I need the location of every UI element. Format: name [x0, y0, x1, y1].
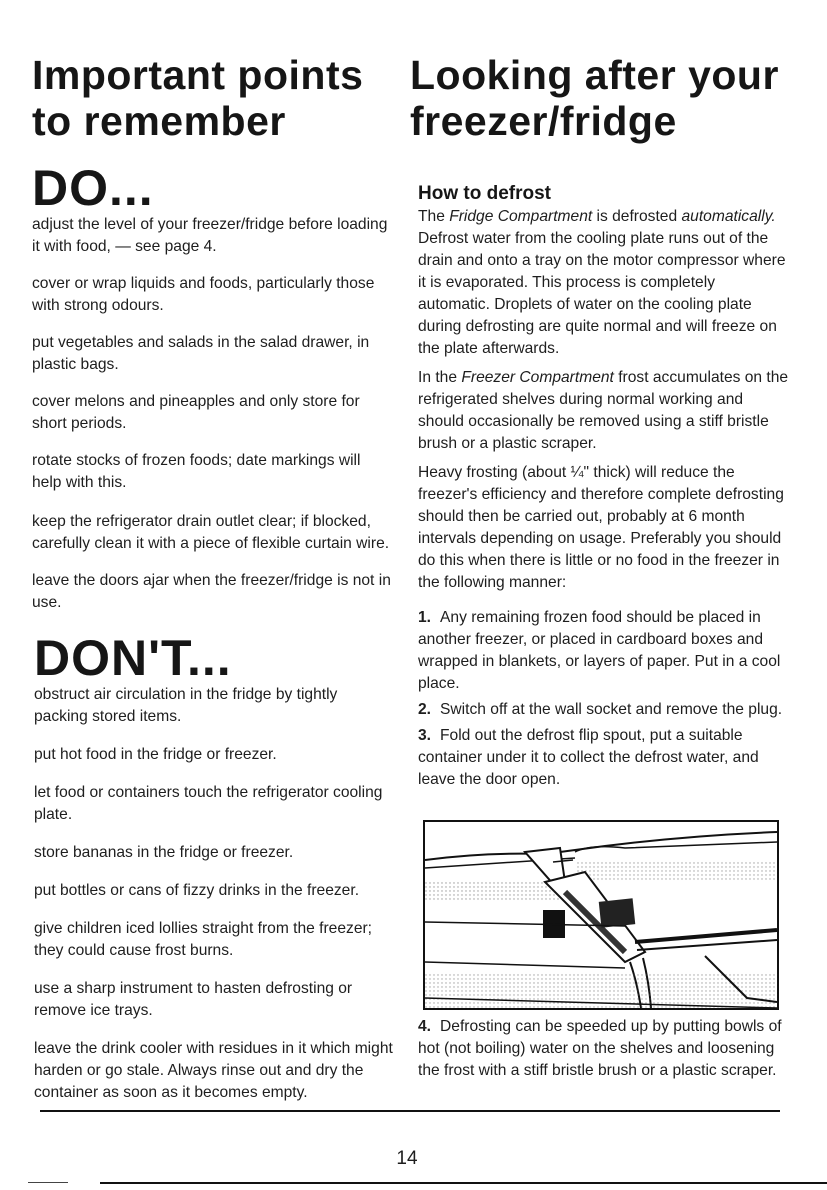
- defrost-spout-drawing: [425, 822, 777, 1008]
- do-list: [32, 214, 394, 629]
- list-item: cover or wrap liquids and foods, particularly those with strong odours.: [32, 275, 375, 314]
- defrost-steps: [418, 607, 790, 795]
- how-to-defrost-heading: How to defrost: [418, 183, 551, 204]
- spout-lip-line: [575, 842, 777, 852]
- divider-line: [40, 1110, 780, 1112]
- text-run: frost accumulates on the refrigerated shelves during normal working and should occasionally be removed using a stiff bristle brush or a plastic scraper.: [418, 369, 789, 452]
- step-number: 4.: [418, 1018, 432, 1035]
- emphasis-automatically: automatically.: [681, 208, 776, 225]
- emphasis-fridge-compartment: Fridge Compartment: [449, 208, 593, 225]
- step-text: Switch off at the wall socket and remove the plug.: [440, 701, 783, 718]
- list-item: put bottles or cans of fizzy drinks in the freezer.: [34, 882, 360, 899]
- text-run: is defrosted: [592, 208, 682, 225]
- list-item: cover melons and pineapples and only store for short periods.: [32, 393, 360, 432]
- list-item: keep the refrigerator drain outlet clear; if blocked, carefully clean it with a piece of flexible curtain wire.: [32, 513, 390, 552]
- text-run: In the: [418, 369, 462, 386]
- list-item: store bananas in the fridge or freezer.: [34, 844, 294, 861]
- step-number: 2.: [418, 701, 432, 718]
- list-item: put hot food in the fridge or freezer.: [34, 746, 277, 763]
- step-2: [418, 699, 790, 721]
- divider-line: [100, 1182, 827, 1184]
- list-item: let food or containers touch the refrigerator cooling plate.: [34, 784, 383, 823]
- fridge-compartment-paragraph: [418, 206, 790, 360]
- section-title-looking-after: Looking after your freezer/fridge: [410, 52, 779, 144]
- defrost-spout-illustration: [423, 820, 779, 1010]
- freezer-compartment-paragraph: [418, 367, 790, 455]
- emphasis-freezer-compartment: Freezer Compartment: [461, 369, 614, 386]
- list-item: leave the drink cooler with residues in it which might harden or go stale. Always rinse out and dry the container as soon as it becomes empty.: [34, 1040, 393, 1101]
- frost-texture: [425, 880, 565, 900]
- divider-line: [28, 1182, 68, 1183]
- step-text: Fold out the defrost flip spout, put a suitable container under it to collect the defrost water, and leave the door open.: [418, 727, 759, 788]
- step-3: [418, 725, 790, 791]
- heavy-frosting-paragraph: Heavy frosting (about ¼" thick) will reduce the freezer's efficiency and therefore complete defrosting should then be carried out, probably at 6 month intervals depending on usage. Preferably you should do this when there is little or no food in the freezer in the following manner:: [418, 464, 784, 591]
- list-item: put vegetables and salads in the salad drawer, in plastic bags.: [32, 334, 370, 373]
- spout-clip: [599, 898, 636, 927]
- step-text: Defrosting can be speeded up by putting bowls of hot (not boiling) water on the shelves and loosening the frost with a stiff bristle brush or a plastic scraper.: [418, 1018, 782, 1079]
- list-item: obstruct air circulation in the fridge by tightly packing stored items.: [34, 686, 338, 725]
- section-title-important-points: Important points to remember: [32, 52, 364, 144]
- container-top-line: [425, 962, 625, 968]
- step-text: Any remaining frozen food should be placed in another freezer, or placed in cardboard boxes and wrapped in blankets, or layers of paper. Put in a cool place.: [418, 609, 781, 692]
- list-item: leave the doors ajar when the freezer/fridge is not in use.: [32, 572, 391, 611]
- page-number: 14: [396, 1148, 418, 1169]
- text-run: Defrost water from the cooling plate runs out of the drain and onto a tray on the motor compressor where it is evaporated. This process is completely automatic. Droplets of water on the cooling plate during defrosting are quite normal and will freeze on the plate afterwards.: [418, 230, 786, 357]
- text-run: The: [418, 208, 450, 225]
- shelf-edge-thick: [635, 930, 777, 942]
- step-1: [418, 607, 790, 695]
- list-item: rotate stocks of frozen foods; date markings will help with this.: [32, 452, 361, 491]
- step-4: [418, 1016, 790, 1082]
- do-heading: DO...: [32, 160, 154, 216]
- step-4-block: [418, 1016, 790, 1086]
- step-number: 3.: [418, 727, 432, 744]
- list-item: use a sharp instrument to hasten defrosting or remove ice trays.: [34, 980, 353, 1019]
- list-item: give children iced lollies straight from the freezer; they could cause frost burns.: [34, 920, 373, 959]
- dont-heading: DON'T...: [34, 630, 232, 686]
- dont-list: [34, 684, 394, 1120]
- defrost-instructions: [418, 206, 790, 601]
- list-item: adjust the level of your freezer/fridge before loading it with food, — see page 4.: [32, 216, 388, 255]
- step-number: 1.: [418, 609, 432, 626]
- frost-texture: [575, 862, 775, 880]
